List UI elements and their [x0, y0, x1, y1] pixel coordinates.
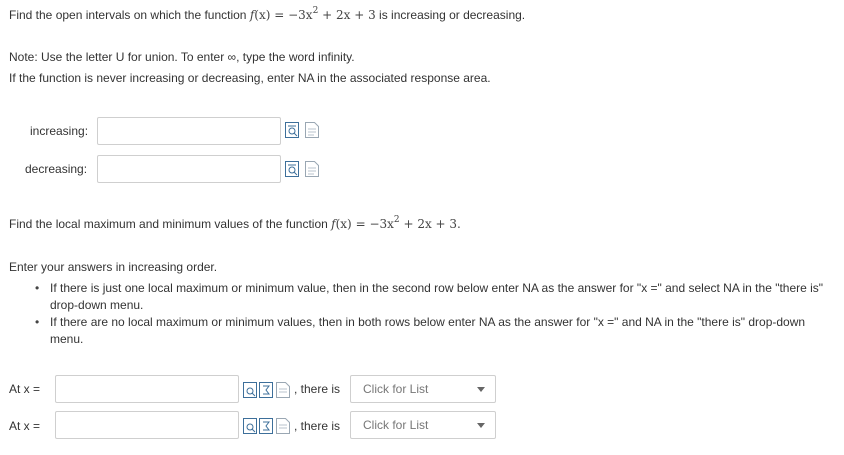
there-is-dropdown-2[interactable]: Click for List [350, 411, 496, 439]
help-document-icon[interactable] [276, 418, 290, 434]
chevron-down-icon [477, 387, 485, 392]
x-value-input-1[interactable] [55, 375, 239, 403]
decreasing-input[interactable] [97, 155, 281, 183]
function-expression: $f(x) = -3x^2 + 2x + 3$. [331, 215, 461, 231]
question-1-prefix: Find the open intervals on which the function [9, 8, 250, 22]
preview-icon[interactable] [285, 161, 299, 177]
help-document-icon[interactable] [276, 382, 290, 398]
list-item: • If there are no local maximum or minimum values, then in both rows below enter NA as the answer for "x =" and NA in the "there is" drop-down menu. [50, 314, 840, 348]
question-1-suffix: is increasing or decreasing. [375, 8, 526, 22]
symbol-palette-icon[interactable] [259, 418, 273, 434]
at-x-label: At x = [9, 419, 41, 433]
increasing-input[interactable] [97, 117, 281, 145]
x-value-input-2[interactable] [55, 411, 239, 439]
preview-icon[interactable] [285, 122, 299, 138]
increasing-label: increasing: [30, 124, 89, 138]
question-1-text [9, 6, 525, 22]
there-is-label: , there is [294, 419, 341, 433]
question-2-text [9, 215, 461, 231]
help-document-icon[interactable] [305, 122, 319, 138]
chevron-down-icon [477, 423, 485, 428]
order-note: Enter your answers in increasing order. [9, 260, 218, 274]
decreasing-label: decreasing: [25, 162, 88, 176]
preview-icon[interactable] [243, 382, 257, 398]
note-never: If the function is never increasing or decreasing, enter NA in the associated response area. [9, 71, 491, 85]
note-union: Note: Use the letter U for union. To enter ∞, type the word infinity. [9, 50, 355, 64]
question-2-prefix: Find the local maximum and minimum values of the function [9, 217, 332, 231]
there-is-label: , there is [294, 382, 341, 396]
symbol-palette-icon[interactable] [259, 382, 273, 398]
function-expression: $f(x) = -3x^2 + 2x + 3$ [249, 6, 376, 22]
list-item: • If there is just one local maximum or minimum value, then in the second row below enter NA as the answer for "x =" and select NA in the "there is" drop-down menu. [50, 280, 840, 314]
preview-icon[interactable] [243, 418, 257, 434]
help-document-icon[interactable] [305, 161, 319, 177]
there-is-dropdown-1[interactable]: Click for List [350, 375, 496, 403]
at-x-label: At x = [9, 382, 41, 396]
